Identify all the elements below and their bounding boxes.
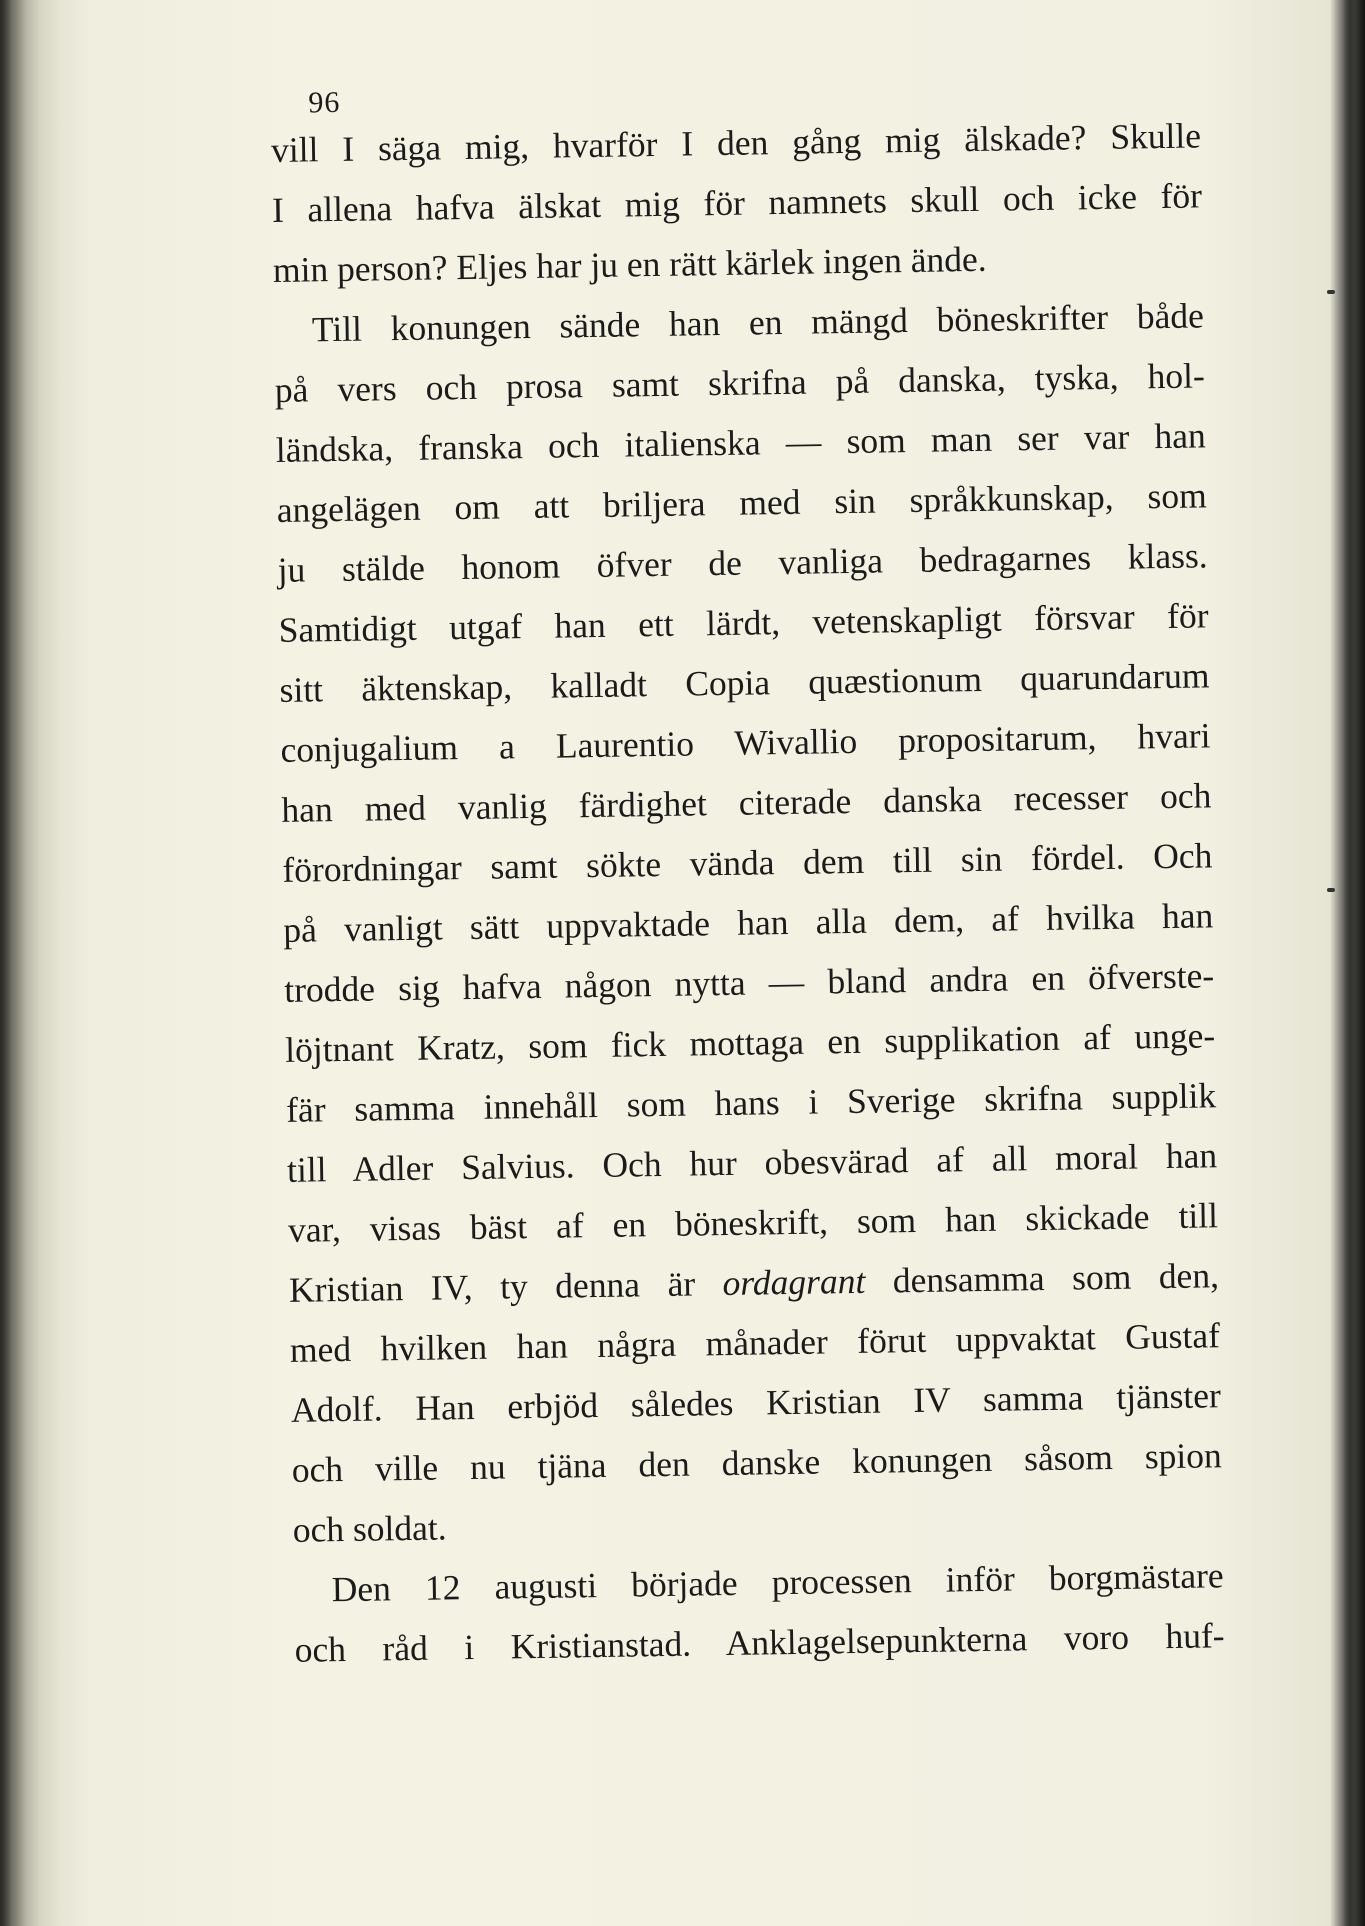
text-line: på vers och prosa samt skrifna på danska, tyska, hol- <box>274 355 1206 410</box>
text-line: sitt äktenskap, kalladt Copia quæstionum quarundarum <box>279 655 1210 710</box>
text-segment: densamma som den, <box>864 1255 1220 1301</box>
book-gutter-shadow <box>0 0 90 1926</box>
paragraph-last-line: och soldat. <box>292 1507 447 1550</box>
text-line: min person? Eljes har ju en rätt kärlek ingen ände. <box>272 238 987 290</box>
page-edge-shadow <box>1343 0 1365 1926</box>
scan-speck <box>1327 290 1335 294</box>
text-line: Samtidigt utgaf han ett lärdt, vetenskapligt försvar för <box>278 595 1209 650</box>
text-line: I allena hafva älskat mig för namnets skull och icke för <box>271 175 1203 230</box>
text-line: Adolf. Han erbjöd således Kristian IV samma tjänster <box>290 1375 1222 1430</box>
text-line: förordningar samt sökte vända dem till sin fördel. Och <box>282 835 1213 890</box>
text-line: ju stälde honom öfver de vanliga bedragarnes klass. <box>277 535 1208 590</box>
text-line: och ville nu tjäna den danske konungen såsom spion <box>291 1435 1223 1490</box>
paragraph-first-line: Den 12 augusti började processen inför borgmästare <box>331 1555 1224 1610</box>
text-line: var, visas bäst af en böneskrift, som han skickade till <box>287 1195 1219 1250</box>
text-line: trodde sig hafva någon nytta — bland andra en öfverste- <box>283 955 1215 1010</box>
text-line: ländska, franska och italienska — som man ser var han <box>275 415 1207 470</box>
text-segment: Kristian IV, ty denna är <box>288 1263 723 1310</box>
text-line: fär samma innehåll som hans i Sverige skrifna supplik <box>285 1075 1217 1130</box>
text-line: på vanligt sätt uppvaktade han alla dem, af hvilka han <box>283 895 1214 950</box>
text-line: vill I säga mig, hvarför I den gång mig älskade? Skulle <box>270 115 1202 170</box>
text-line: och råd i Kristianstad. Anklagelsepunkterna voro huf- <box>294 1615 1225 1670</box>
text-line: till Adler Salvius. Och hur obesvärad af all moral han <box>286 1135 1218 1190</box>
text-line: han med vanlig färdighet citerade danska recesser och <box>281 775 1212 830</box>
page-number: 96 <box>308 85 341 120</box>
text-line: conjugalium a Laurentio Wivallio propositarum, hvari <box>280 715 1211 770</box>
paragraph-first-line: Till konungen sände han en mängd böneskrifter både <box>311 295 1205 350</box>
page-text-block <box>270 65 1225 1670</box>
text-line: med hvilken han några månader förut uppvaktat Gustaf <box>289 1315 1221 1370</box>
text-line: löjtnant Kratz, som fick mottaga en supplikation af unge- <box>284 1015 1216 1070</box>
scan-speck <box>1327 888 1335 892</box>
text-line: angelägen om att briljera med sin språkkunskap, som <box>276 475 1207 530</box>
italic-word: ordagrant <box>722 1260 866 1304</box>
